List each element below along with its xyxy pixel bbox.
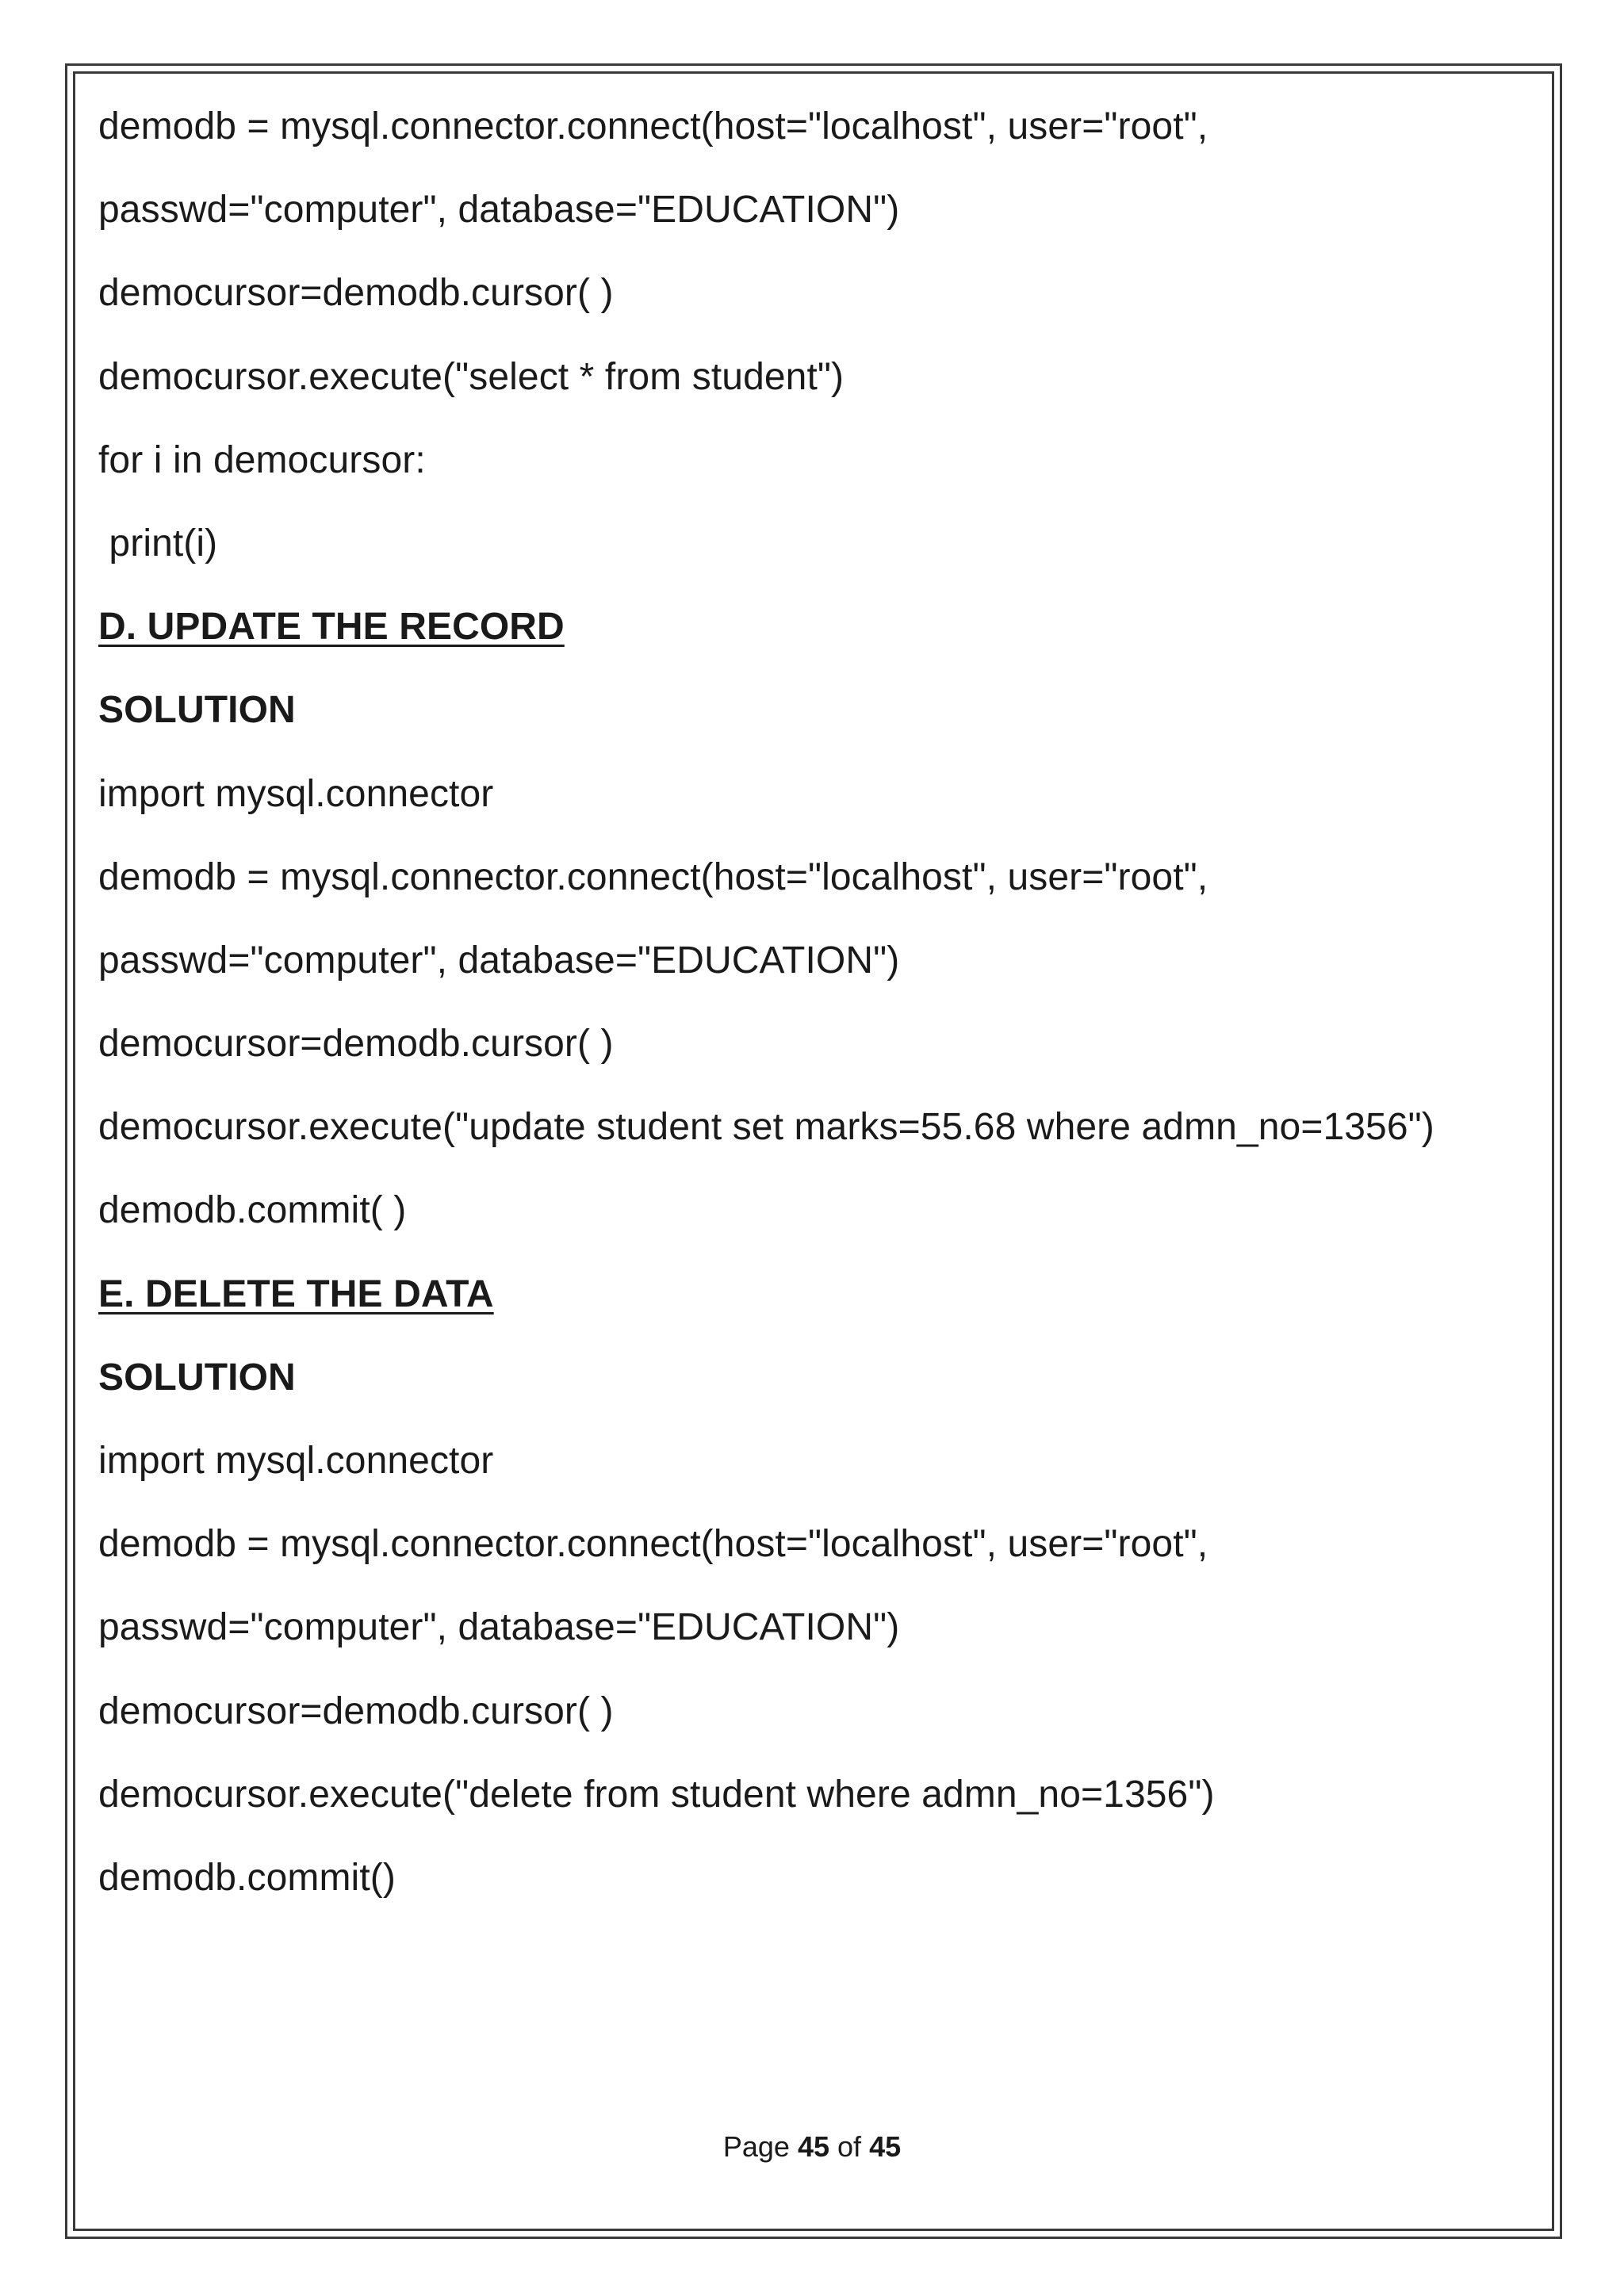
code-line-import: import mysql.connector: [98, 772, 494, 815]
code-line-cursor: democursor=demodb.cursor( ): [98, 1023, 614, 1066]
total-page-count: 45: [869, 2130, 902, 2163]
code-line-connect-2: passwd="computer", database="EDUCATION"): [98, 189, 900, 232]
code-line-connect-2: passwd="computer", database="EDUCATION"): [98, 939, 900, 982]
solution-label: SOLUTION: [98, 689, 296, 732]
code-line-execute-select: democursor.execute("select * from student"): [98, 355, 845, 398]
code-line-for-loop: for i in democursor:: [98, 438, 426, 481]
section-heading-delete: E. DELETE THE DATA: [98, 1272, 494, 1315]
code-line-execute-update: democursor.execute("update student set marks=55.68 where admn_no=1356"): [98, 1106, 1434, 1149]
code-line-execute-delete: democursor.execute("delete from student where admn_no=1356"): [98, 1773, 1215, 1816]
section-heading-update: D. UPDATE THE RECORD: [98, 606, 565, 649]
code-line-print: print(i): [98, 522, 218, 564]
current-page-number: 45: [797, 2130, 830, 2163]
page-footer: [0, 2130, 1624, 2164]
code-line-connect-1: demodb = mysql.connector.connect(host="localhost", user="root",: [98, 855, 1208, 898]
code-line-cursor: democursor=demodb.cursor( ): [98, 1689, 614, 1732]
of-label: of: [837, 2130, 862, 2163]
code-line-commit: demodb.commit( ): [98, 1189, 407, 1232]
code-line-connect-1: demodb = mysql.connector.connect(host="localhost", user="root",: [98, 105, 1208, 147]
page-label: Page: [722, 2130, 790, 2163]
code-line-commit: demodb.commit(): [98, 1856, 396, 1899]
solution-label: SOLUTION: [98, 1356, 296, 1399]
document-body: [98, 94, 1526, 1928]
code-line-connect-2: passwd="computer", database="EDUCATION"): [98, 1606, 900, 1649]
code-line-connect-1: demodb = mysql.connector.connect(host="localhost", user="root",: [98, 1523, 1208, 1566]
code-line-cursor: democursor=demodb.cursor( ): [98, 272, 614, 315]
code-line-import: import mysql.connector: [98, 1440, 494, 1482]
